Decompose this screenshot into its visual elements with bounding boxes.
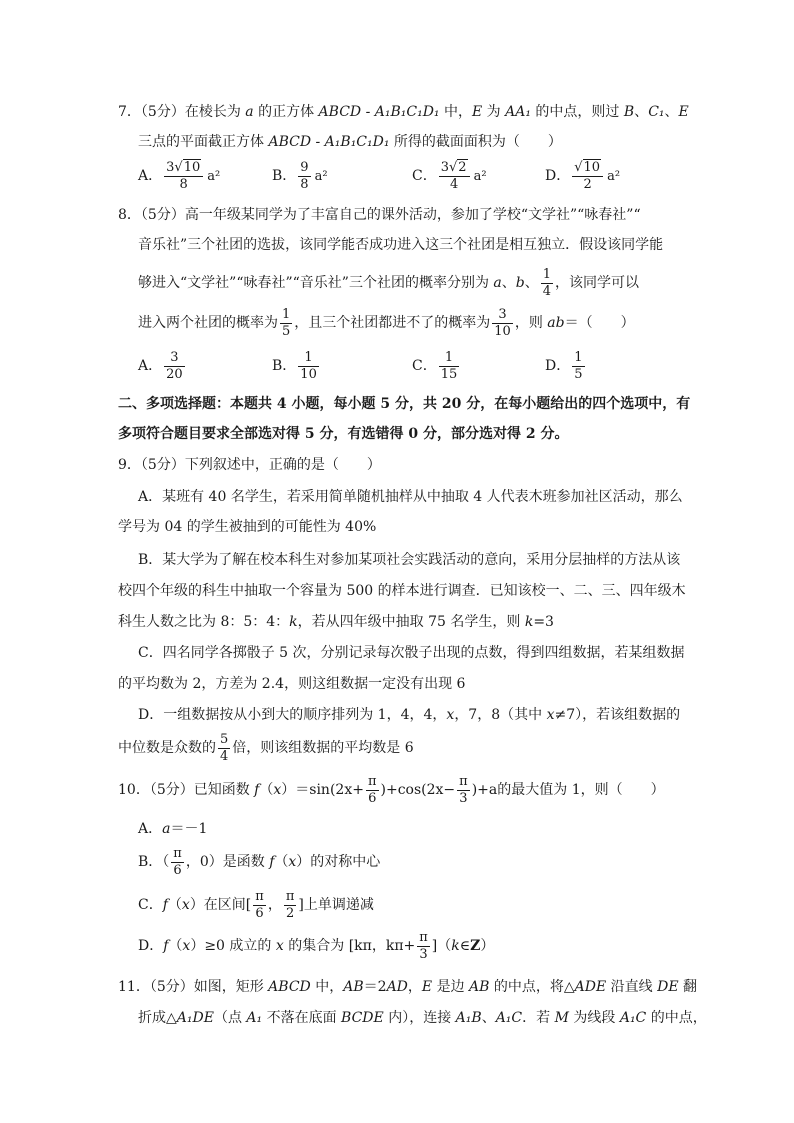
- sqrt-sign: √: [449, 159, 458, 175]
- denominator: 5: [282, 323, 291, 339]
- fraction: [439, 350, 460, 383]
- numerator: π: [459, 773, 468, 789]
- fraction: [253, 889, 266, 922]
- text-segment: 为: [482, 104, 506, 120]
- section-heading-text: 二、多项选择题：本题共 4 小题，每小题 5 分，共 20 分，在每小题给出的四个选项中，有: [118, 396, 691, 412]
- denominator: 10: [494, 323, 511, 339]
- formula-text: sin(2x+: [309, 782, 364, 798]
- q10-stem: [118, 773, 665, 807]
- math-variable: A₁C: [495, 1010, 523, 1026]
- option-label: B．: [272, 358, 297, 374]
- text-segment: D．一组数据按从小到大的顺序排列为 1，4，4，: [138, 707, 447, 723]
- unit: a²: [473, 169, 487, 184]
- text-segment: 11．（5分）如图，矩形: [118, 979, 269, 995]
- text-segment: 进入两个社团的概率为: [138, 315, 278, 331]
- option-label: D．: [545, 358, 571, 374]
- coefficient: 3: [440, 159, 449, 175]
- text-segment: 的最大值为 1，则（ ）: [497, 782, 665, 798]
- text-segment: ）: [480, 938, 495, 954]
- text-segment: 是边: [432, 979, 470, 995]
- numerator: 1: [282, 306, 291, 322]
- text-segment: ，: [267, 897, 282, 913]
- text-segment: 7．（5分）在棱长为: [118, 104, 246, 120]
- denominator: 6: [171, 862, 184, 879]
- math-variable: ABCD - A₁B₁C₁D₁: [318, 104, 440, 120]
- q8-option-a: [138, 349, 187, 383]
- q8-line-3: [138, 266, 639, 300]
- math-variable: a: [493, 275, 502, 291]
- math-variable: C₁: [648, 104, 665, 120]
- option-label: C．: [138, 897, 163, 913]
- text-segment: ）在区间[: [189, 897, 252, 913]
- q7-option-a: [138, 159, 220, 194]
- text-segment: 学号为 04 的学生被抽到的可能性为 40%: [118, 519, 377, 535]
- q7-option-c: [412, 159, 487, 194]
- option-label: A．: [138, 821, 163, 837]
- q9-option-a-line-2: [118, 518, 376, 536]
- math-variable: k: [451, 938, 460, 954]
- text-segment: 所得的截面面积为（ ）: [389, 134, 562, 150]
- math-variable: x: [181, 897, 190, 913]
- numerator: 1: [542, 266, 552, 282]
- denominator: 6: [366, 790, 379, 807]
- q9-option-b-line-1: [138, 551, 680, 569]
- math-variable: b: [515, 275, 525, 291]
- q9-option-a-line-1: [138, 488, 683, 506]
- text-segment: ∈: [459, 938, 471, 954]
- math-variable: AD: [386, 979, 408, 995]
- integer-set-symbol: Z: [470, 938, 481, 954]
- math-variable: ABCD: [268, 979, 311, 995]
- text-segment: ，则: [514, 315, 548, 331]
- fraction: [366, 774, 379, 807]
- fraction: [171, 846, 184, 879]
- text-segment: ＝2: [363, 979, 387, 995]
- text-segment: 的正方体: [253, 104, 319, 120]
- text-segment: 、: [524, 275, 539, 291]
- math-variable: AA₁: [505, 104, 531, 120]
- numerator: 3: [498, 306, 507, 322]
- denominator: 3: [457, 790, 470, 807]
- denominator: 4: [439, 176, 470, 193]
- text-segment: 10．（5分）已知函数: [118, 782, 255, 798]
- text-segment: ）＝: [281, 782, 310, 798]
- fraction: [457, 774, 470, 807]
- math-variable: A₁DE: [176, 1010, 214, 1026]
- section-heading-line-2: [118, 425, 568, 443]
- numerator: π: [367, 773, 377, 789]
- text-segment: 的中点，: [646, 1010, 707, 1026]
- text-segment: ）的对称中心: [296, 854, 381, 870]
- text-segment: B．某大学为了解在校本科生对参加某项社会实践活动的意向，采用分层抽样的方法从该: [138, 552, 681, 568]
- unit: a²: [207, 169, 221, 184]
- text-segment: 翻: [678, 979, 698, 995]
- q8-option-d: [545, 349, 587, 383]
- formula-text: )+cos(2x−: [380, 782, 456, 798]
- radicand: 10: [183, 159, 201, 175]
- numerator: π: [173, 845, 182, 861]
- text-segment: 校四个年级的科生中抽取一个容量为 500 的样本进行调查．已知该校一、二、三、四年级木: [118, 583, 686, 599]
- numerator: π: [255, 888, 264, 904]
- math-variable: x: [273, 782, 282, 798]
- q9-option-b-line-3: [118, 613, 554, 631]
- sqrt-sign: √: [574, 159, 583, 175]
- fraction: [417, 930, 430, 963]
- math-variable: AB: [469, 979, 490, 995]
- text-segment: ≠7），若该组数据的: [554, 707, 681, 723]
- q8-line-1: [118, 206, 641, 224]
- math-variable: DE: [657, 979, 679, 995]
- text-segment: 、: [501, 275, 516, 291]
- text-segment: 科生人数之比为 8：5：4：: [118, 614, 290, 630]
- text-segment: 内），连接: [383, 1010, 456, 1026]
- q8-line-2: [138, 236, 663, 254]
- formula-text: )+a: [471, 782, 498, 798]
- math-variable: f: [269, 854, 275, 870]
- text-segment: 折成△: [138, 1010, 177, 1026]
- fraction: [572, 160, 603, 193]
- fraction: [298, 350, 319, 383]
- fraction: [298, 160, 310, 193]
- option-label: A．: [138, 168, 163, 184]
- q7-option-d: [545, 159, 620, 194]
- text-segment: 音乐社”三个社团的选拔，该同学能否成功进入这三个社团是相互独立．假设该同学能: [138, 237, 664, 253]
- math-variable: ADE: [574, 979, 607, 995]
- coefficient: 3: [166, 159, 175, 175]
- q9-stem: [118, 456, 381, 474]
- text-segment: 三点的平面截正方体: [138, 134, 269, 150]
- numerator: 9: [300, 159, 309, 175]
- math-variable: M: [554, 1010, 569, 1026]
- text-segment: 不落在底面: [262, 1010, 342, 1026]
- numerator: 5: [220, 731, 229, 747]
- numerator: 3: [170, 349, 179, 365]
- q10-option-a: [138, 820, 207, 838]
- text-segment: 倍，则该组数据的平均数是 6: [232, 740, 414, 756]
- denominator: 10: [300, 366, 317, 382]
- text-segment: （: [167, 897, 182, 913]
- option-label: C．: [412, 358, 437, 374]
- q9-option-d-line-2: [118, 731, 414, 765]
- denominator: 4: [220, 748, 229, 764]
- math-variable: BCDE: [341, 1010, 384, 1026]
- math-variable: k: [524, 614, 534, 630]
- q11-line-1: [118, 978, 697, 996]
- fraction: [280, 307, 292, 340]
- denominator: 6: [253, 905, 266, 922]
- math-variable: x: [182, 938, 191, 954]
- radicand: 10: [583, 159, 601, 175]
- q9-option-b-line-2: [118, 582, 686, 600]
- text-segment: （: [259, 782, 274, 798]
- denominator: 4: [542, 283, 552, 299]
- text-segment: ，7，8（其中: [454, 707, 547, 723]
- numerator: 1: [444, 349, 454, 365]
- math-variable: f: [254, 782, 260, 798]
- text-segment: 沿直线: [606, 979, 658, 995]
- text-segment: ．若: [522, 1010, 555, 1026]
- text-segment: 、: [634, 104, 649, 120]
- text-segment: ，0）是函数: [185, 854, 270, 870]
- option-label: C．: [412, 168, 437, 184]
- fraction: [164, 350, 185, 383]
- denominator: 8: [164, 176, 203, 193]
- numerator: π: [419, 929, 428, 945]
- text-segment: ＝（ ）: [564, 315, 635, 331]
- text-segment: （: [437, 938, 452, 954]
- math-variable: A₁: [246, 1010, 263, 1026]
- math-variable: x: [446, 707, 455, 723]
- text-segment: 、: [664, 104, 679, 120]
- option-label: A．: [138, 358, 163, 374]
- section-heading-text: 多项符合题目要求全部选对得 5 分，有选错得 0 分，部分选对得 2 分。: [118, 426, 569, 442]
- numerator: [572, 160, 603, 176]
- text-segment: （: [274, 854, 289, 870]
- formula-text: ]: [431, 938, 438, 954]
- q9-option-c-line-2: [118, 675, 465, 693]
- fraction: [492, 307, 513, 340]
- fraction: [218, 732, 230, 765]
- numerator: [164, 160, 203, 176]
- radicand: 2: [458, 159, 467, 175]
- denominator: 2: [284, 905, 297, 922]
- unit: a²: [314, 169, 328, 184]
- text-segment: 中，: [439, 104, 472, 120]
- text-segment: 的中点，则过: [530, 104, 624, 120]
- numerator: π: [285, 888, 295, 904]
- denominator: 3: [417, 946, 430, 963]
- numerator: 1: [304, 349, 313, 365]
- text-segment: ]上单调递减: [298, 897, 374, 913]
- math-variable: a: [245, 104, 254, 120]
- text-segment: A．某班有 40 名学生，若采用简单随机抽样从中抽取 4 人代表木班参加社区活动，那么: [138, 489, 683, 505]
- fraction: [439, 160, 470, 193]
- formula-text: [kπ，kπ+: [348, 938, 416, 954]
- math-variable: x: [546, 707, 555, 723]
- math-variable: AB: [343, 979, 364, 995]
- math-variable: ABCD - A₁B₁C₁D₁: [268, 134, 390, 150]
- unit: a²: [607, 169, 621, 184]
- denominator: 20: [166, 366, 183, 382]
- q8-line-4: [138, 306, 635, 340]
- q8-option-b: [272, 349, 321, 383]
- text-segment: 中，: [310, 979, 344, 995]
- q10-option-d: [138, 929, 494, 963]
- denominator: 5: [574, 366, 583, 382]
- q11-line-2: [138, 1009, 707, 1027]
- math-variable: E: [472, 104, 483, 120]
- text-segment: 、: [481, 1010, 496, 1026]
- q7-line-2: [138, 133, 562, 151]
- text-segment: 的中点，将△: [489, 979, 575, 995]
- math-variable: x: [288, 854, 297, 870]
- math-variable: f: [163, 938, 169, 954]
- option-label: B．（: [138, 854, 170, 870]
- sqrt-sign: √: [174, 159, 183, 175]
- text-segment: ，若从四年级中抽取 75 名学生，则: [297, 614, 525, 630]
- denominator: 8: [300, 176, 309, 192]
- q10-option-b: [138, 845, 380, 879]
- math-variable: A₁C: [619, 1010, 647, 1026]
- q7-option-b: [272, 159, 328, 194]
- text-segment: 为线段: [568, 1010, 620, 1026]
- math-variable: x: [275, 938, 284, 954]
- text-segment: ）≥0 成立的: [190, 938, 276, 954]
- fraction: [284, 889, 297, 922]
- numerator: 1: [574, 349, 583, 365]
- fraction: [164, 160, 203, 193]
- q10-option-c: [138, 888, 374, 922]
- numerator: [439, 160, 470, 176]
- math-variable: a: [162, 821, 171, 837]
- math-variable: k: [289, 614, 298, 630]
- text-segment: 的平均数为 2，方差为 2.4，则这组数据一定没有出现 6: [118, 676, 466, 692]
- option-label: D．: [545, 168, 571, 184]
- option-label: D．: [138, 938, 164, 954]
- option-label: B．: [272, 168, 297, 184]
- text-segment: 9．（5分）下列叙述中，正确的是（ ）: [118, 457, 381, 473]
- section-heading-line-1: [118, 395, 690, 413]
- fraction: [572, 350, 584, 383]
- text-segment: 的集合为: [283, 938, 349, 954]
- text-segment: ，且三个社团都进不了的概率为: [294, 315, 491, 331]
- denominator: 15: [440, 366, 458, 382]
- text-segment: =3: [533, 614, 554, 630]
- math-variable: A₁B: [455, 1010, 482, 1026]
- math-variable: ab: [547, 315, 565, 331]
- text-segment: 中位数是众数的: [118, 740, 216, 756]
- math-variable: E: [678, 104, 689, 120]
- denominator: 2: [572, 176, 603, 193]
- text-segment: （: [168, 938, 183, 954]
- q9-option-d-line-1: [138, 706, 680, 724]
- fraction: [541, 267, 553, 300]
- text-segment: （点: [213, 1010, 247, 1026]
- math-variable: f: [162, 897, 168, 913]
- text-segment: 够进入“文学社”“咏春社”“音乐社”三个社团的概率分别为: [138, 275, 494, 291]
- q7-line-1: [118, 103, 689, 121]
- text-segment: ，: [407, 979, 422, 995]
- math-variable: B: [623, 104, 635, 120]
- math-variable: E: [421, 979, 433, 995]
- q8-option-c: [412, 349, 461, 383]
- q9-option-c-line-1: [138, 644, 685, 662]
- text-segment: ＝－1: [170, 821, 208, 837]
- text-segment: ，该同学可以: [555, 275, 640, 291]
- text-segment: C．四名同学各掷骰子 5 次，分别记录每次骰子出现的点数，得到四组数据，若某组数据: [138, 645, 685, 661]
- text-segment: 8．（5分）高一年级某同学为了丰富自己的课外活动，参加了学校“文学社”“咏春社”“: [118, 207, 641, 223]
